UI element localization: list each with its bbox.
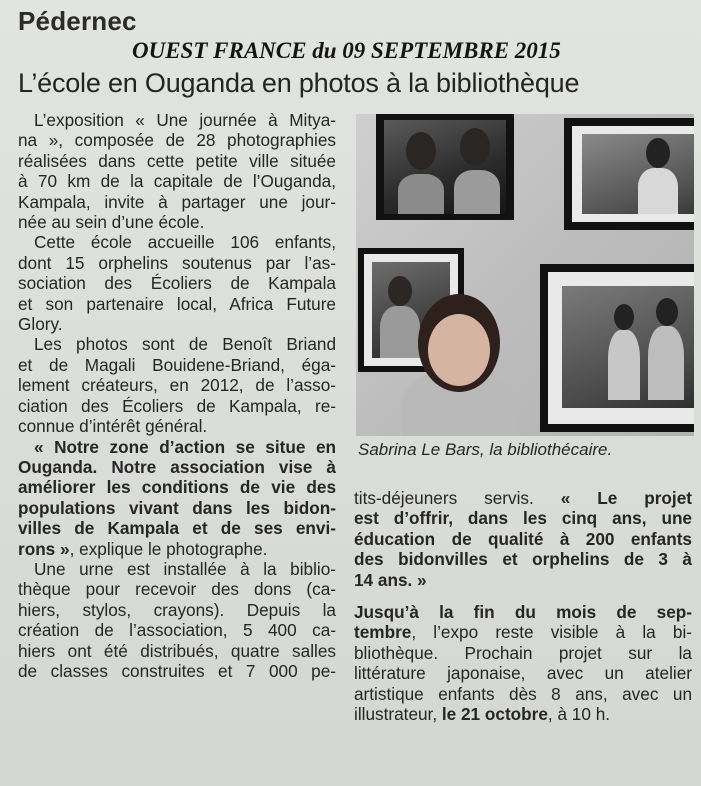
article-text-line	[18, 355, 336, 375]
text-run: née au sein d’une école.	[18, 212, 205, 233]
bold-text: tembre	[354, 622, 412, 643]
framed-photo-children	[376, 114, 514, 220]
text-run: Ouganda. Notre association vise à	[18, 456, 336, 477]
article-text-line	[354, 549, 692, 569]
text-run: Glory.	[18, 314, 63, 335]
text-run: et de Magali Bouidene-Briand, éga-	[18, 354, 336, 375]
text-run: artistique enfants dès 8 ans, avec un	[354, 683, 692, 704]
text-run: et son partenaire local, Africa Future	[18, 293, 336, 314]
article-text-line	[18, 437, 336, 457]
paragraph-gap	[354, 590, 692, 602]
text-run: connue d’intérêt général.	[18, 416, 208, 437]
text-run: « Notre zone d’action se situe en	[34, 436, 336, 457]
article-text-line	[18, 375, 336, 395]
text-run: tits-déjeuners servis.	[354, 488, 561, 508]
article-text-line	[18, 641, 336, 661]
text-run: , à 10 h.	[547, 704, 611, 725]
text-run: éducation de qualité à 200 enfants	[354, 528, 692, 549]
article-text-line	[354, 704, 692, 724]
article-text-line	[354, 622, 692, 642]
text-run: populations vivant dans les bidon-	[18, 497, 336, 518]
article-text-line	[354, 663, 692, 683]
article-text-line	[18, 253, 336, 273]
text-run: sociation des Écoliers de Kampala	[18, 273, 336, 294]
article-text-line	[18, 518, 336, 538]
source-line: OUEST FRANCE du 09 SEPTEMBRE 2015	[132, 38, 561, 63]
article-text-line	[18, 273, 336, 293]
text-run: , explique le photographe.	[69, 538, 268, 559]
text-run: , l’expo reste visible à la bi-	[411, 622, 692, 643]
text-run: thèque pour recevoir des dons (ca-	[18, 579, 336, 600]
article-text-line	[354, 529, 692, 549]
article-text-line	[18, 661, 336, 681]
text-run: Une urne est installée à la biblio-	[34, 558, 336, 579]
text-run: lement créateurs, en 2012, de l’asso-	[18, 375, 336, 396]
text-run: à 70 km de la capitale de l’Ouganda,	[18, 171, 336, 192]
text-run: améliorer les conditions de vie des	[18, 477, 336, 498]
article-text-line	[18, 457, 336, 477]
text-run: est d’offrir, dans les cinq ans, une	[354, 508, 692, 529]
article-column-2	[354, 488, 692, 724]
article-text-line	[18, 110, 336, 130]
article-text-line	[18, 579, 336, 599]
text-run: réalisées dans cette petite ville située	[18, 150, 336, 171]
article-text-line	[354, 508, 692, 528]
text-run: littérature japonaise, avec un atelier	[354, 663, 692, 684]
town-heading: Pédernec	[18, 6, 137, 36]
article-text-line	[18, 314, 336, 334]
article-text-line	[354, 488, 692, 508]
article-text-line	[354, 570, 692, 590]
text-run: 14 ans. »	[354, 569, 427, 590]
article-text-line	[354, 684, 692, 704]
article-text-line	[18, 396, 336, 416]
text-run: hiers ont été distribués, quatre salles	[18, 640, 336, 661]
article-column-1	[18, 110, 336, 681]
article-text-line	[18, 559, 336, 579]
text-run: Les photos sont de Benoît Briand	[34, 334, 336, 355]
text-run: Jusqu’à la fin du mois de sep-	[354, 602, 692, 623]
text-run: dont 15 orphelins soutenus par l’as-	[18, 252, 336, 273]
text-run: Kampala, invite à partager une jour-	[18, 191, 336, 212]
text-run: na », composée de 28 photographies	[18, 130, 336, 151]
article-text-line	[18, 130, 336, 150]
text-run: bliothèque. Prochain projet sur la	[354, 642, 692, 663]
article-text-line	[18, 171, 336, 191]
text-run: création de l’association, 5 400 ca-	[18, 620, 336, 641]
bold-text: « Le projet	[560, 488, 692, 508]
article-text-line	[18, 232, 336, 252]
article-text-line	[18, 334, 336, 354]
article-text-line	[354, 643, 692, 663]
article-text-line	[18, 416, 336, 436]
text-run: Cette école accueille 106 enfants,	[34, 232, 336, 253]
article-text-line	[18, 620, 336, 640]
bold-text: rons »	[18, 538, 70, 559]
text-run: hiers, stylos, crayons). Depuis la	[18, 599, 336, 620]
article-text-line	[18, 539, 336, 559]
text-run: des bidonvilles et orphelins de 3 à	[354, 549, 692, 570]
photo-caption: Sabrina Le Bars, la bibliothécaire.	[358, 440, 613, 459]
article-text-line	[18, 212, 336, 232]
article-text-line	[18, 600, 336, 620]
article-text-line	[18, 294, 336, 314]
text-run: illustrateur,	[354, 704, 442, 725]
article-headline: L’école en Ouganda en photos à la bibliothèque	[18, 68, 580, 98]
article-text-line	[18, 192, 336, 212]
article-text-line	[18, 151, 336, 171]
text-run: de classes construites et 7 000 pe-	[18, 660, 336, 681]
text-run: villes de Kampala et de ses envi-	[18, 518, 336, 539]
framed-photo-schoolchildren	[540, 264, 694, 432]
text-run: ciation des Écoliers de Kampala, re-	[18, 395, 336, 416]
article-text-line	[354, 602, 692, 622]
article-text-line	[18, 477, 336, 497]
article-text-line	[18, 498, 336, 518]
bold-text: le 21 octobre	[441, 704, 548, 725]
framed-photo-smiling-child	[564, 118, 694, 230]
text-run: L’exposition « Une journée à Mitya-	[34, 110, 336, 130]
article-photo	[356, 114, 694, 436]
